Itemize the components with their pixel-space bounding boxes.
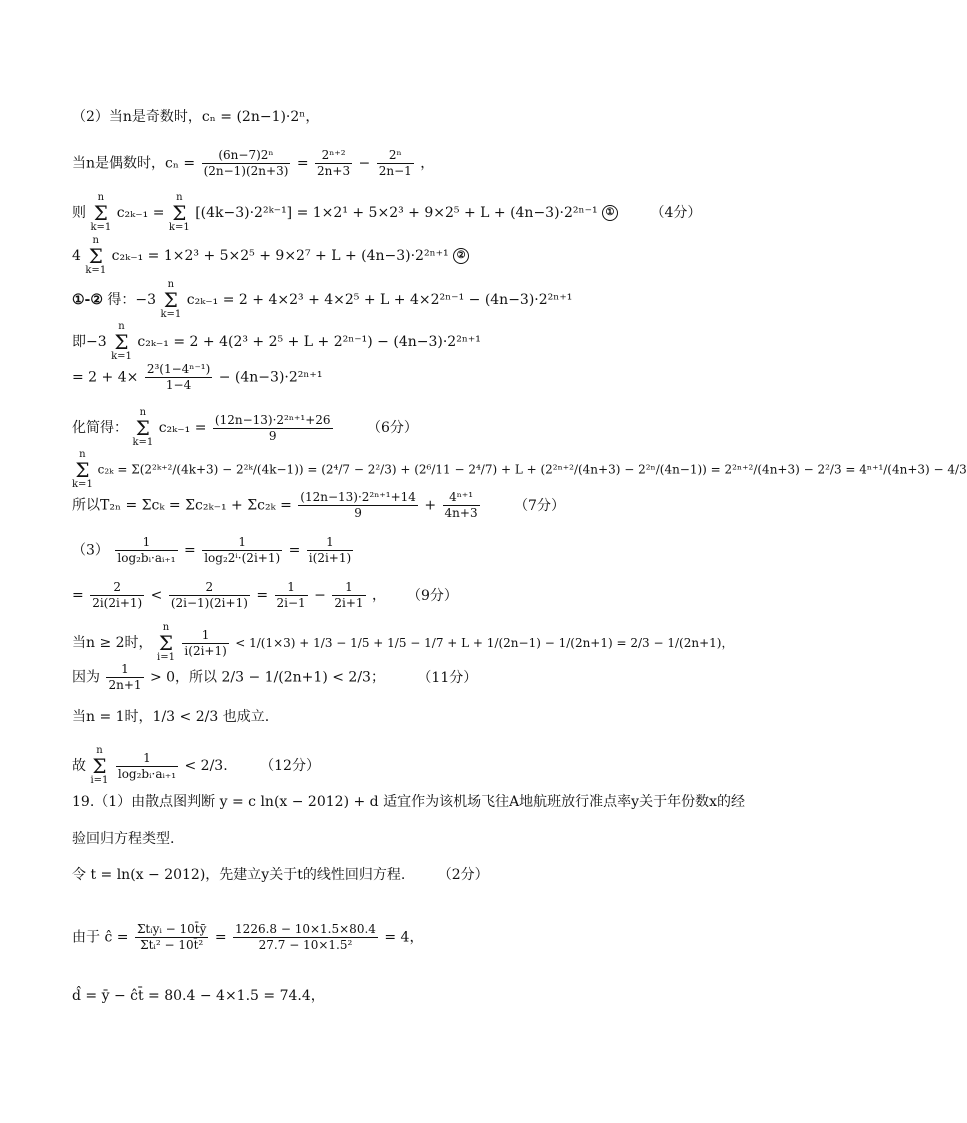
numerator: 1 — [115, 535, 177, 551]
sum-bottom: k=1 — [85, 265, 107, 276]
text: 得：−3 — [107, 292, 157, 308]
numerator: 2 — [169, 580, 250, 596]
marker-2: ② — [453, 248, 469, 264]
text: 19.（1）由散点图判断 y = c ln(x − 2012) + d 适宜作为该机场飞往A地航班放行准点率y关于年份数x的经 — [72, 794, 745, 810]
score: （2分） — [437, 867, 489, 883]
text: 则 — [72, 205, 86, 221]
fraction — [202, 148, 291, 179]
numerator: 1226.8 − 10×1.5×80.4 — [235, 922, 376, 936]
text: 令 t = ln(x − 2012)，先建立y关于t的线性回归方程. — [72, 867, 406, 883]
text: 验回归方程类型. — [72, 831, 175, 847]
fraction — [443, 490, 480, 521]
fraction — [332, 580, 365, 611]
sum-top: n — [96, 745, 103, 756]
sum-top: n — [92, 235, 99, 246]
numerator: (12n−13)·2²ⁿ⁺¹+14 — [300, 490, 416, 504]
fraction — [145, 362, 212, 393]
text: = — [214, 929, 227, 946]
sum-bottom: i=1 — [90, 775, 109, 786]
line-6 — [72, 322, 481, 362]
sum-top: n — [79, 449, 86, 460]
numerator: 1 — [332, 580, 365, 596]
denominator: i(2i+1) — [184, 643, 227, 658]
line-9 — [72, 450, 967, 490]
numerator: 1 — [182, 628, 228, 644]
denominator: (2i−1)(2i+1) — [170, 596, 248, 610]
line-16 — [72, 746, 320, 786]
denominator: 2i(2i+1) — [92, 596, 143, 610]
fraction — [275, 580, 308, 611]
text: c₂ₖ = Σ(2²ᵏ⁺²/(4k+3) − 2²ᵏ/(4k−1)) = (2⁴/7 − 2²/3) + (2⁶/11 − 2⁴/7) + L + (2²ⁿ⁺²/(4n+3) − 2²ⁿ/(4n−1)) = 2²ⁿ⁺²/(4n+3) − 2²/3 = 4ⁿ⁺¹/(4n+3) − 4/3 — [97, 462, 967, 477]
sigma: n Σ k=1 — [90, 192, 112, 233]
text: = — [72, 587, 84, 604]
numerator: 2ⁿ — [377, 148, 414, 164]
numerator: 1 — [275, 580, 308, 596]
fraction — [377, 148, 414, 179]
line-8 — [72, 408, 418, 448]
line-11: （3） $\frac{1}{\text{log₂bᵢ·aᵢ₊₁}}$ = $\frac{1}{\text{log₂2ⁱ·(2i+1)}}$ = $\frac{1}{i(2i+1)}$ — [72, 535, 352, 565]
text: c₂ₖ₋₁ = 2 + 4×2³ + 4×2⁵ + L + 4×2²ⁿ⁻¹ − (4n−3)·2²ⁿ⁺¹ — [186, 292, 573, 308]
denominator: 27.7 − 10×1.5² — [258, 938, 353, 952]
line-5 — [72, 280, 572, 320]
line-19 — [72, 866, 489, 884]
denominator: 9 — [268, 428, 277, 443]
text: ， — [420, 155, 435, 172]
sum-bottom: k=1 — [111, 351, 132, 362]
text: 因为 — [72, 669, 100, 686]
sum-bottom: k=1 — [132, 437, 154, 448]
text: c₂ₖ₋₁ = — [116, 205, 165, 221]
denominator: 2i−1 — [276, 596, 306, 610]
fraction — [116, 751, 178, 782]
sum-top: n — [167, 279, 175, 290]
line-13 — [72, 623, 733, 663]
numerator: Σtᵢyᵢ − 10t̄ȳ — [136, 922, 207, 936]
fraction — [315, 148, 352, 179]
fraction — [213, 413, 333, 444]
line-21 — [72, 987, 325, 1005]
score: （9分） — [413, 587, 458, 604]
fraction — [233, 922, 378, 953]
numerator: 1 — [116, 751, 178, 767]
denominator: 2i+1 — [334, 596, 364, 610]
text: = — [184, 542, 196, 559]
line-12: = $\frac{2}{2i(2i+1)}$ < $\frac{2}{(2i-1)(2i+1)}$ = $\frac{1}{2i-1}$ − $\frac{1}{2i+1}$ ， （9分） — [72, 580, 458, 610]
numerator: 4ⁿ⁺¹ — [443, 490, 480, 506]
score: （6分） — [366, 420, 418, 436]
numerator: (6n−7)2ⁿ — [202, 148, 291, 164]
sigma: n Σ k=1 — [72, 449, 93, 490]
denominator: 2n+3 — [317, 164, 351, 178]
text: c₂ₖ₋₁ = — [158, 420, 207, 436]
text: c₂ₖ₋₁ = 2 + 4(2³ + 2⁵ + L + 2²ⁿ⁻¹) − (4n−3)·2²ⁿ⁺¹ — [137, 334, 481, 350]
fraction — [298, 490, 418, 521]
sigma: n Σ k=1 — [160, 279, 182, 320]
sigma: n Σ k=1 — [168, 192, 190, 233]
numerator: 1 — [307, 535, 353, 551]
sum-top: n — [118, 321, 125, 332]
score: （12分） — [260, 758, 320, 774]
fraction — [182, 628, 228, 659]
sigma: n Σ k=1 — [111, 321, 132, 362]
line-2: 当n是偶数时，cₙ = $\frac{\text{(6n−7)2ⁿ}}{(2n-1)(2n+3)}$ = $\frac{\text{2ⁿ⁺²}}{2n+3}$ − $\frac{\text{2ⁿ}}{2n-1}$ ， — [72, 148, 435, 178]
numerator: 2ⁿ⁺² — [315, 148, 352, 164]
text: c₂ₖ₋₁ = 1×2³ + 5×2⁵ + 9×2⁷ + L + (4n−3)·2²ⁿ⁺¹ — [111, 248, 449, 264]
text: = 4， — [384, 929, 424, 946]
sum-top: n — [162, 622, 170, 633]
text: < 2/3. — [184, 758, 228, 774]
numerator: 1 — [106, 662, 143, 678]
fraction — [106, 662, 143, 693]
fraction — [135, 922, 208, 953]
line-17 — [72, 793, 745, 811]
numerator: 2 — [90, 580, 144, 596]
line-1 — [72, 108, 319, 126]
text: − (4n−3)·2²ⁿ⁺¹ — [218, 369, 323, 386]
denominator: 9 — [354, 506, 362, 520]
denominator: (2n−1)(2n+3) — [203, 164, 289, 178]
score: （4分） — [650, 205, 702, 221]
denominator: log₂bᵢ·aᵢ₊₁ — [117, 766, 177, 781]
minus-sign: − — [314, 587, 326, 604]
sum-bottom: i=1 — [157, 652, 175, 663]
line-3 — [72, 193, 701, 233]
sum-top: n — [97, 192, 105, 203]
text: 由于 ĉ = — [72, 929, 129, 946]
sigma: n Σ i=1 — [90, 745, 109, 786]
fraction — [115, 535, 177, 566]
sigma: n Σ k=1 — [85, 235, 107, 276]
text: 所以T₂ₙ = Σcₖ = Σc₂ₖ₋₁ + Σc₂ₖ = — [72, 497, 292, 514]
text: （2）当n是奇数时，cₙ = (2n−1)·2ⁿ， — [72, 109, 320, 125]
line-20 — [72, 922, 423, 953]
score: （11分） — [417, 669, 478, 686]
text: 4 — [72, 248, 81, 264]
text: 化简得： — [72, 420, 128, 436]
line-4 — [72, 236, 469, 276]
sum-bottom: k=1 — [72, 479, 93, 490]
line-18 — [72, 830, 174, 848]
sum-bottom: k=1 — [168, 222, 190, 233]
sum-bottom: k=1 — [90, 222, 112, 233]
fraction — [307, 535, 353, 566]
denominator: log₂2ⁱ·(2i+1) — [204, 551, 281, 565]
sigma: n Σ i=1 — [157, 622, 175, 663]
line-14 — [72, 662, 477, 693]
text: > 0，所以 2/3 − 1/(2n+1) < 2/3； — [149, 669, 385, 686]
text: d̂ = ȳ − ĉt̄ = 80.4 − 4×1.5 = 74.4， — [72, 988, 325, 1004]
sum-bottom: k=1 — [160, 309, 182, 320]
sigma: n Σ k=1 — [132, 407, 154, 448]
text: 即−3 — [72, 334, 107, 350]
fraction — [202, 535, 282, 566]
denominator: 2n+1 — [108, 678, 142, 692]
denominator: 2n−1 — [378, 164, 412, 178]
denominator: 1−4 — [165, 378, 192, 392]
sum-top: n — [139, 407, 147, 418]
text: 当n = 1时，1/3 < 2/3 也成立. — [72, 709, 270, 725]
denominator: Σtᵢ² − 10t̄² — [140, 938, 204, 952]
sum-top: n — [176, 192, 183, 203]
denominator: 4n+3 — [444, 506, 478, 520]
numerator: 2³(1−4ⁿ⁻¹) — [146, 362, 211, 376]
denominator: i(2i+1) — [308, 551, 352, 565]
line-7 — [72, 362, 322, 393]
score: （7分） — [514, 497, 565, 514]
fraction — [90, 580, 144, 611]
text: < 1/(1×3) + 1/3 − 1/5 + 1/5 − 1/7 + L + 1/(2n−1) − 1/(2n+1) = 2/3 − 1/(2n+1)， — [235, 636, 734, 650]
text: 故 — [72, 758, 86, 774]
text: [(4k−3)·2²ᵏ⁻¹] = 1×2¹ + 5×2³ + 9×2⁵ + L + (4n−3)·2²ⁿ⁻¹ — [195, 205, 598, 221]
numerator: 1 — [202, 535, 282, 551]
marker-1: ① — [602, 205, 618, 221]
denominator: log₂bᵢ·aᵢ₊₁ — [117, 551, 176, 565]
text: 当n是偶数时，cₙ = — [72, 155, 196, 172]
marker-diff: ①-② — [72, 292, 103, 308]
line-10: 所以T₂ₙ = Σcₖ = Σc₂ₖ₋₁ + Σc₂ₖ = $\frac{\text{(12n−13)·2²ⁿ⁺¹+14}}{9}$ + $\frac{\text{4ⁿ⁺¹}}{4n+3}$ （7分） — [72, 490, 565, 520]
text: （3） — [72, 542, 109, 559]
text: = 2 + 4× — [72, 369, 139, 386]
text: 当n ≥ 2时， — [72, 635, 153, 651]
numerator: (12n−13)·2²ⁿ⁺¹+26 — [214, 412, 331, 427]
line-15 — [72, 708, 269, 726]
fraction — [169, 580, 250, 611]
